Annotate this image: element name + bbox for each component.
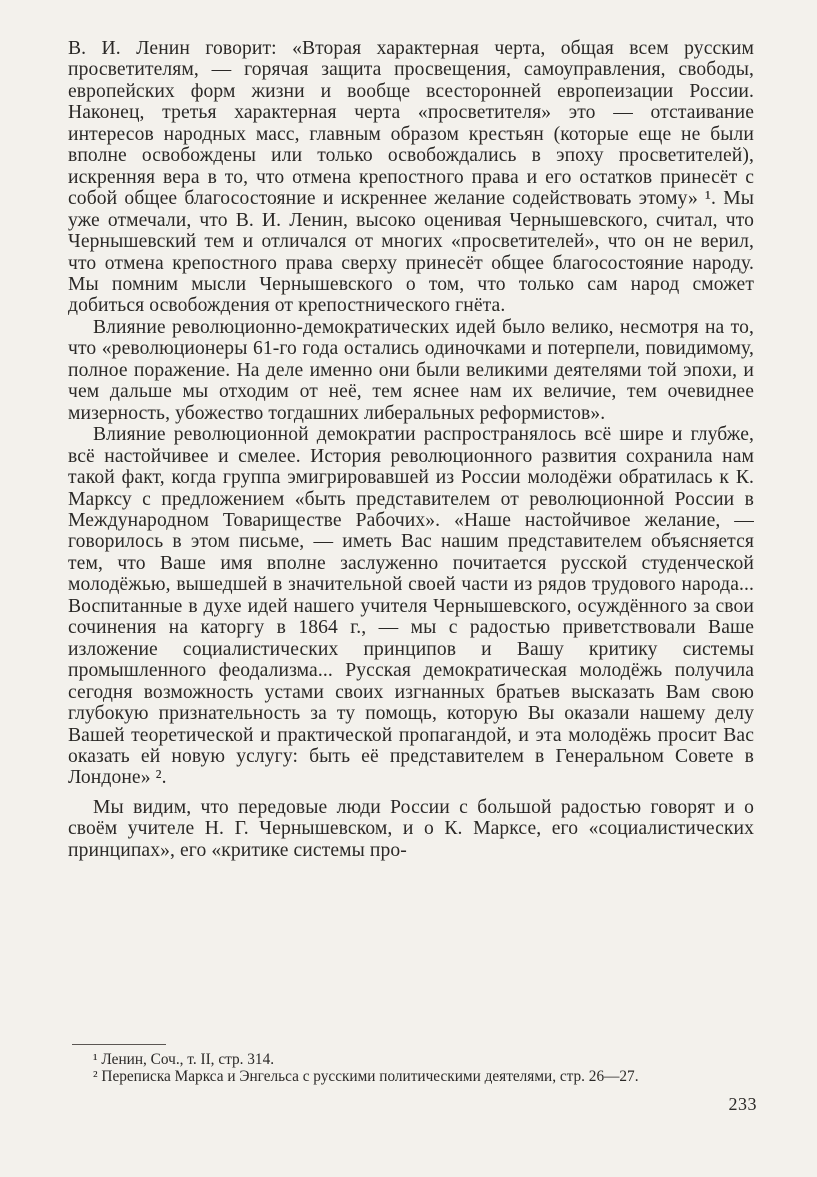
paragraph-4: Мы видим, что передовые люди России с большой радостью говорят и о своём учителе Н. Г. Чернышевском, и о К. Марксе, его «социалистических принципах», его «критике системы про-: [68, 796, 754, 861]
footnotes: [68, 1051, 754, 1085]
main-text: [68, 38, 754, 861]
paragraph-1: В. И. Ленин говорит: «Вторая характерная черта, общая всем русским просветителям, — горячая защита просвещения, самоуправления, свободы, европейских форм жизни и вообще всесторонней европеизации России. Наконец, третья характерная черта «просветителя» это — отстаивание интересов народных масс, главным образом крестьян (которые еще не были вполне освобождены или только освобождались в эпоху просветителей), искренняя вера в то, что отмена крепостного права и его остатков принесёт с собой общее благосостояние и искреннее желание содействовать этому» ¹. Мы уже отмечали, что В. И. Ленин, высоко оценивая Чернышевского, считал, что Чернышевский тем и отличался от многих «просветителей», что он не верил, что отмена крепостного права сверху принесёт общее благосостояние народу. Мы помним мысли Чернышевского о том, что только сам народ сможет добиться освобождения от крепостнического гнёта.: [68, 38, 754, 317]
footnote-divider: [72, 1044, 166, 1045]
footnote-1: ¹ Ленин, Соч., т. II, стр. 314.: [93, 1051, 275, 1068]
paragraph-3: Влияние революционной демократии распространялось всё шире и глубже, всё настойчивее и смелее. История революционного развития сохранила нам такой факт, когда группа эмигрировавшей из России молодёжи обратилась к К. Марксу с предложением «быть представителем от революционной России в Международном Товариществе Рабочих». «Наше настойчивое желание, — говорилось в этом письме, — иметь Вас нашим представителем объясняется тем, что Ваше имя вполне заслуженно почитается русской студенческой молодёжью, вышедшей в значительной своей части из рядов трудового народа... Воспитанные в духе идей нашего учителя Чернышевского, осуждённого за свои сочинения на каторгу в 1864 г., — мы с радостью приветствовали Ваше изложение социалистических принципов и Вашу критику системы промышленного феодализма... Русская демократическая молодёжь получила сегодня возможность устами своих изгнанных братьев высказать Вам свою глубокую признательность за ту помощь, которую Вы оказали нашему делу Вашей теоретической и практической пропагандой, и эта молодёжь просит Вас оказать ей новую услугу: быть её представителем в Генеральном Совете в Лондоне» ².: [68, 424, 754, 789]
footnote-2: ² Переписка Маркса и Энгельса с русскими политическими деятелями, стр. 26—27.: [93, 1068, 639, 1085]
page-number: 233: [728, 1094, 757, 1114]
paragraph-2: Влияние революционно-демократических идей было велико, несмотря на то, что «революционеры 61-го года остались одиночками и потерпели, повидимому, полное поражение. На деле именно они были великими деятелями той эпохи, и чем дальше мы отходим от неё, тем яснее нам их величие, тем очевиднее мизерность, убожество тогдашних либеральных реформистов».: [68, 316, 754, 424]
